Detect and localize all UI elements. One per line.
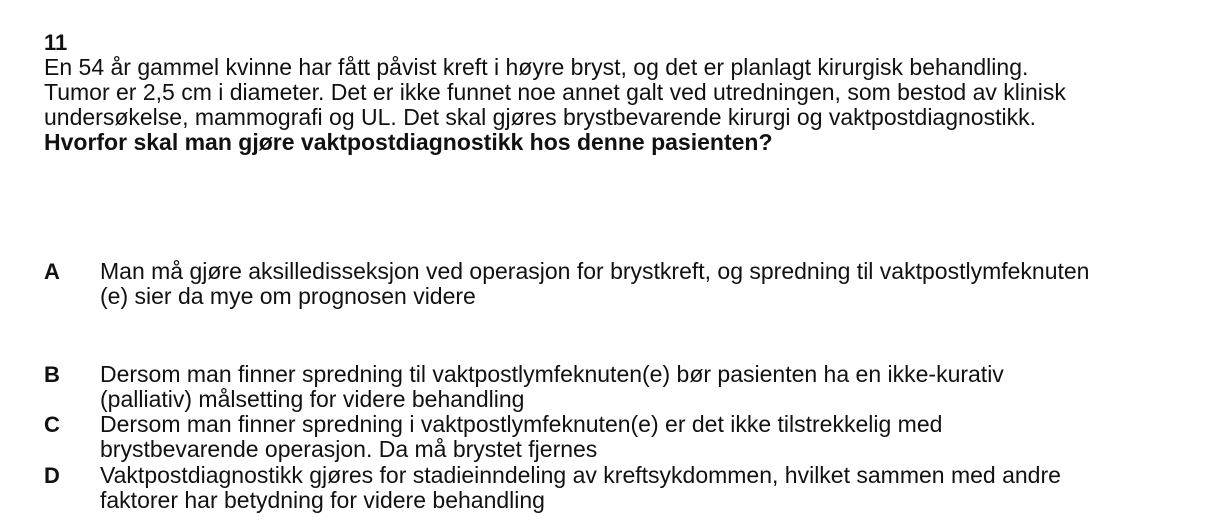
option-letter: C	[44, 412, 60, 437]
option-letter: B	[44, 362, 60, 387]
question-prompt: Hvorfor skal man gjøre vaktpostdiagnostikk hos denne pasienten?	[44, 129, 773, 155]
option-text-line: (e) sier da mye om prognosen videre	[100, 283, 476, 309]
question-stem-line: undersøkelse, mammografi og UL. Det skal gjøres brystbevarende kirurgi og vaktpostdiagnostikk.	[44, 104, 1036, 130]
option-text-line: Man må gjøre aksilledisseksjon ved operasjon for brystkreft, og spredning til vaktpostlymfeknuten	[100, 258, 1090, 284]
option-text	[100, 362, 1004, 412]
option-text-line: Dersom man finner spredning til vaktpostlymfeknuten(e) bør pasienten ha en ikke-kurativ	[100, 361, 1004, 387]
question-block	[44, 31, 1194, 154]
option-text-line: Dersom man finner spredning i vaktpostlymfeknuten(e) er det ikke tilstrekkelig med	[100, 411, 943, 437]
option-text	[100, 463, 1061, 513]
question-stem-line: En 54 år gammel kvinne har fått påvist kreft i høyre bryst, og det er planlagt kirurgisk behandling.	[44, 54, 1029, 80]
question-stem	[44, 55, 1194, 130]
option-letter: D	[44, 463, 60, 488]
question-stem-line: Tumor er 2,5 cm i diameter. Det er ikke funnet noe annet galt ved utredningen, som bestod av klinisk	[44, 79, 1066, 105]
option-text-line: faktorer har betydning for videre behandling	[100, 487, 545, 513]
option-text	[100, 259, 1089, 309]
option-letter: A	[44, 259, 60, 284]
option-text-line: (palliativ) målsetting for videre behandling	[100, 386, 525, 412]
option-text-line: Vaktpostdiagnostikk gjøres for stadieinndeling av kreftsykdommen, hvilket sammen med andre	[100, 462, 1061, 488]
question-number: 11	[44, 30, 68, 55]
option-text	[100, 412, 942, 462]
option-text-line: brystbevarende operasjon. Da må brystet fjernes	[100, 436, 598, 462]
